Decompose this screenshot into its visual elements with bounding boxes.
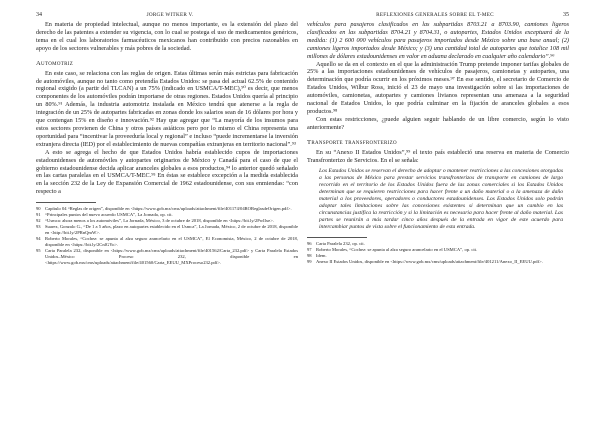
footnotes-left xyxy=(36,202,298,266)
footnote: 94 Roberto Morales, “Cochez: se apunta al alza seguro arancelario en el USMCA”, El Economista, México, 2 de octubre de 2018, disponible en <https://bit.ly/2CnlGYo>. xyxy=(36,236,298,248)
footnote: 97 Roberto Morales, “Cochez: se apunta al alza seguro arancelario en el USMCA”, op. cit. xyxy=(307,246,478,252)
footnote: 95 Carta Paralela 232, disponible en <https://www.gob.mx/cms/uploads/attachment/file/401562/Carta_232.pdf> y Carta Paralela Estados Unidos–México Proceso 232, disponible en <https://www.gob.mx/cms/uploads/attachment/file/401560/Carta_EEUU_MXProceso232.pdf>. xyxy=(36,248,298,266)
right-page xyxy=(307,0,569,431)
intro-paragraph: En materia de propiedad intelectual, aunque no menos importante, es la extensión del plazo del derecho de las patentes a extender su vigencia, con lo cual se postega el uso de medicamentos genéricos, tema en el cual los laboratorios farmacéuticos mexicanos han contribuido con precios razonables en apoyo de los sectores vulnerables y más pobres de la sociedad. xyxy=(36,21,298,52)
footnotes-right xyxy=(307,237,569,265)
footnote: 96 Carta Paralela 232, op. cit. xyxy=(307,240,365,246)
section-title-automotriz: Automotriz xyxy=(36,59,74,67)
paragraph-context: Aquello se da en el contexto en el que la administración Trump pretende imponer tarifas globales de 25% a las importaciones estadounidenses de vehículos de pasajeros, camionetas y autopartes, una determinación que podría ocurrir en los próximos meses.⁹⁷ En ese sentido, el secretario de Comercio de Estados Unidos, Wilbur Ross, inició el 23 de mayo una investigación sobre si las importaciones de automóviles, camionetas, autopartes y camiones livianos representan una amenaza a la seguridad nacional de Estados Unidos, lo que podría culminar en la fijación de aranceles globales a esos productos.⁹⁸ xyxy=(307,60,569,115)
running-head-title: REFLEXIONES GENERALES SOBRE EL T-MEC xyxy=(376,12,494,18)
quote-continuation: vehículos para pasajeros clasificados en las subpartidas 8703.21 a 8703.90, camiones ligeros clasificados en las subpartidas 8704.21 y 8704.31, o autopartes, Estados Unidos exceptuará de la medida: (1) 2 600 000 vehículos para pasajeros importados desde México sobre una base anual; (2) camiones ligeros importados desde México; y (3) una cantidad total de autopartes que totalice 108 mil millones de dólares estadounidenses en valor en aduana declarado en cualquier año calendario”.⁹⁶ xyxy=(307,21,569,60)
paragraph-anexo: En su “Anexo II Estados Unidos”,⁹⁹ el texto país estableció una reserva en materia de Comercio Transfronterizo de Servicios. En el se señala: xyxy=(307,148,569,164)
block-quote-reserva: Los Estados Unidos se reservan el derecho de adoptar o mantener restricciones a las concesiones otorgadas a las personas de México para prestar servicios transfronterizos de transporte en camiones de largo recorrido en el territorio de los Estados Unidos fuera de las zonas comerciales si los Estados Unidos determinan que se requieren restricciones para hacer frente a un daño material o a la amenaza de daño material a los proveedores, operadores o conductores estadounidenses. Los Estados Unidos solo podrán adoptar tales limitaciones sobre las concesiones existentes si determinan que un cambio en las circunstancias justifica la restricción y si la limitación es necesaria para hacer frente al daño material. Las partes se reunirán a más tardar cinco años después de la entrada en vigor de este acuerdo para intercambiar puntos de vista sobre el funcionamiento de esta entrada. xyxy=(319,167,563,230)
running-header-right xyxy=(307,9,569,21)
footnote: 98 Idem. xyxy=(307,252,327,258)
left-page xyxy=(36,0,298,431)
section-title-transporte: Transporte transfronterizo xyxy=(307,138,397,146)
footnote: 99 Anexo II Estados Unidos, disponible en <https://www.gob.mx/cms/uploads/attachment/file/401211/Anexo_II_EEUU.pdf>. xyxy=(307,258,543,264)
footnote-rule xyxy=(36,202,96,203)
page-number-right: 35 xyxy=(563,12,569,18)
footnote: 90 Capítulo 04 “Reglas de origen”, disponible en <https://www.gob.mx/cms/uploads/attachment/file/401174/04ROReglasdeOrigen.pdf>. xyxy=(36,206,292,212)
footnote: 91 “Principales puntos del nuevo acuerdo USMCA”, La Jornada, op. cit. xyxy=(36,212,173,218)
footnote-rule xyxy=(307,237,367,238)
paragraph-automotriz-1: En este caso, se relaciona con las reglas de origen. Estas últimas serán más estrictas para fabricación de automóviles, aunque no tanto como pretendía Estados Unidos: se pasa del actual 62.5% de contenido regional exigido (a partir del TLCAN) a un 75% (indicado en USMCA/T-MEC),⁹⁰ es decir, que menos componentes de los automóviles podrán importarse de otras regiones. Estados Unidos quería al principio un 80%.⁹¹ Además, la industria automotriz instalada en México tendrá que atenerse a la regla de integración de un 25% de autopartes fabricadas en zonas donde los salarios sean de 16 dólares por hora y que contengan 15% en diseño e innovación.⁹² Hay que agregar que “La mayoría de los insumos para estos sectores provienen de China y otros países asiáticos pero por lo mismo el China representa una oportunidad para “incentivar la proveeduría local y regional” e incluso “puede incrementarse la inversión extranjera directa (IED) por el establecimiento de nuevas compañías extranjeras en territorio nacional”.⁹³ xyxy=(36,69,298,148)
running-header-left xyxy=(36,9,298,21)
running-head-author: JORGE WITKER V. xyxy=(146,12,194,18)
footnote: 93 Suarez, Gonzalo G., “De 1 a 5 años, plazo en autopartes establecido en el Usmca”, La Jornada, México, 2 de octubre de 2018, disponible en <http://bit.ly/2PRnQmW>. xyxy=(36,224,298,236)
paragraph-automotriz-2: A esto se agrega el hecho de que Estados Unidos habría establecido cupos de importaciones estadounidenses de automóviles y autopartes originarios de México y Canadá para el caso de que el gobierno estadounidense decida aplicar aranceles globales a esos productos,⁹⁴ lo anterior quedó señalado en las cartas paralelas en el USMCA/T-MEC.⁹⁵ En éstas se establece excepción a la medida establecida en la sección 232 de la Ley de Expansión Comercial de 1962 estadounidense, con sus enmiendas: “con respecto a xyxy=(36,148,298,196)
page-number-left: 34 xyxy=(36,12,42,18)
footnote: 92 “Usmca: ahora menos a los automóviles”, La Jornada, México, 3 de octubre de 2018, disponible en <https://bit.ly/2PwlIxe>. xyxy=(36,218,274,224)
paragraph-question: Con estas restricciones, ¿puede alguien seguir hablando de un libre comercio, según lo visto anteriormente? xyxy=(307,115,569,131)
